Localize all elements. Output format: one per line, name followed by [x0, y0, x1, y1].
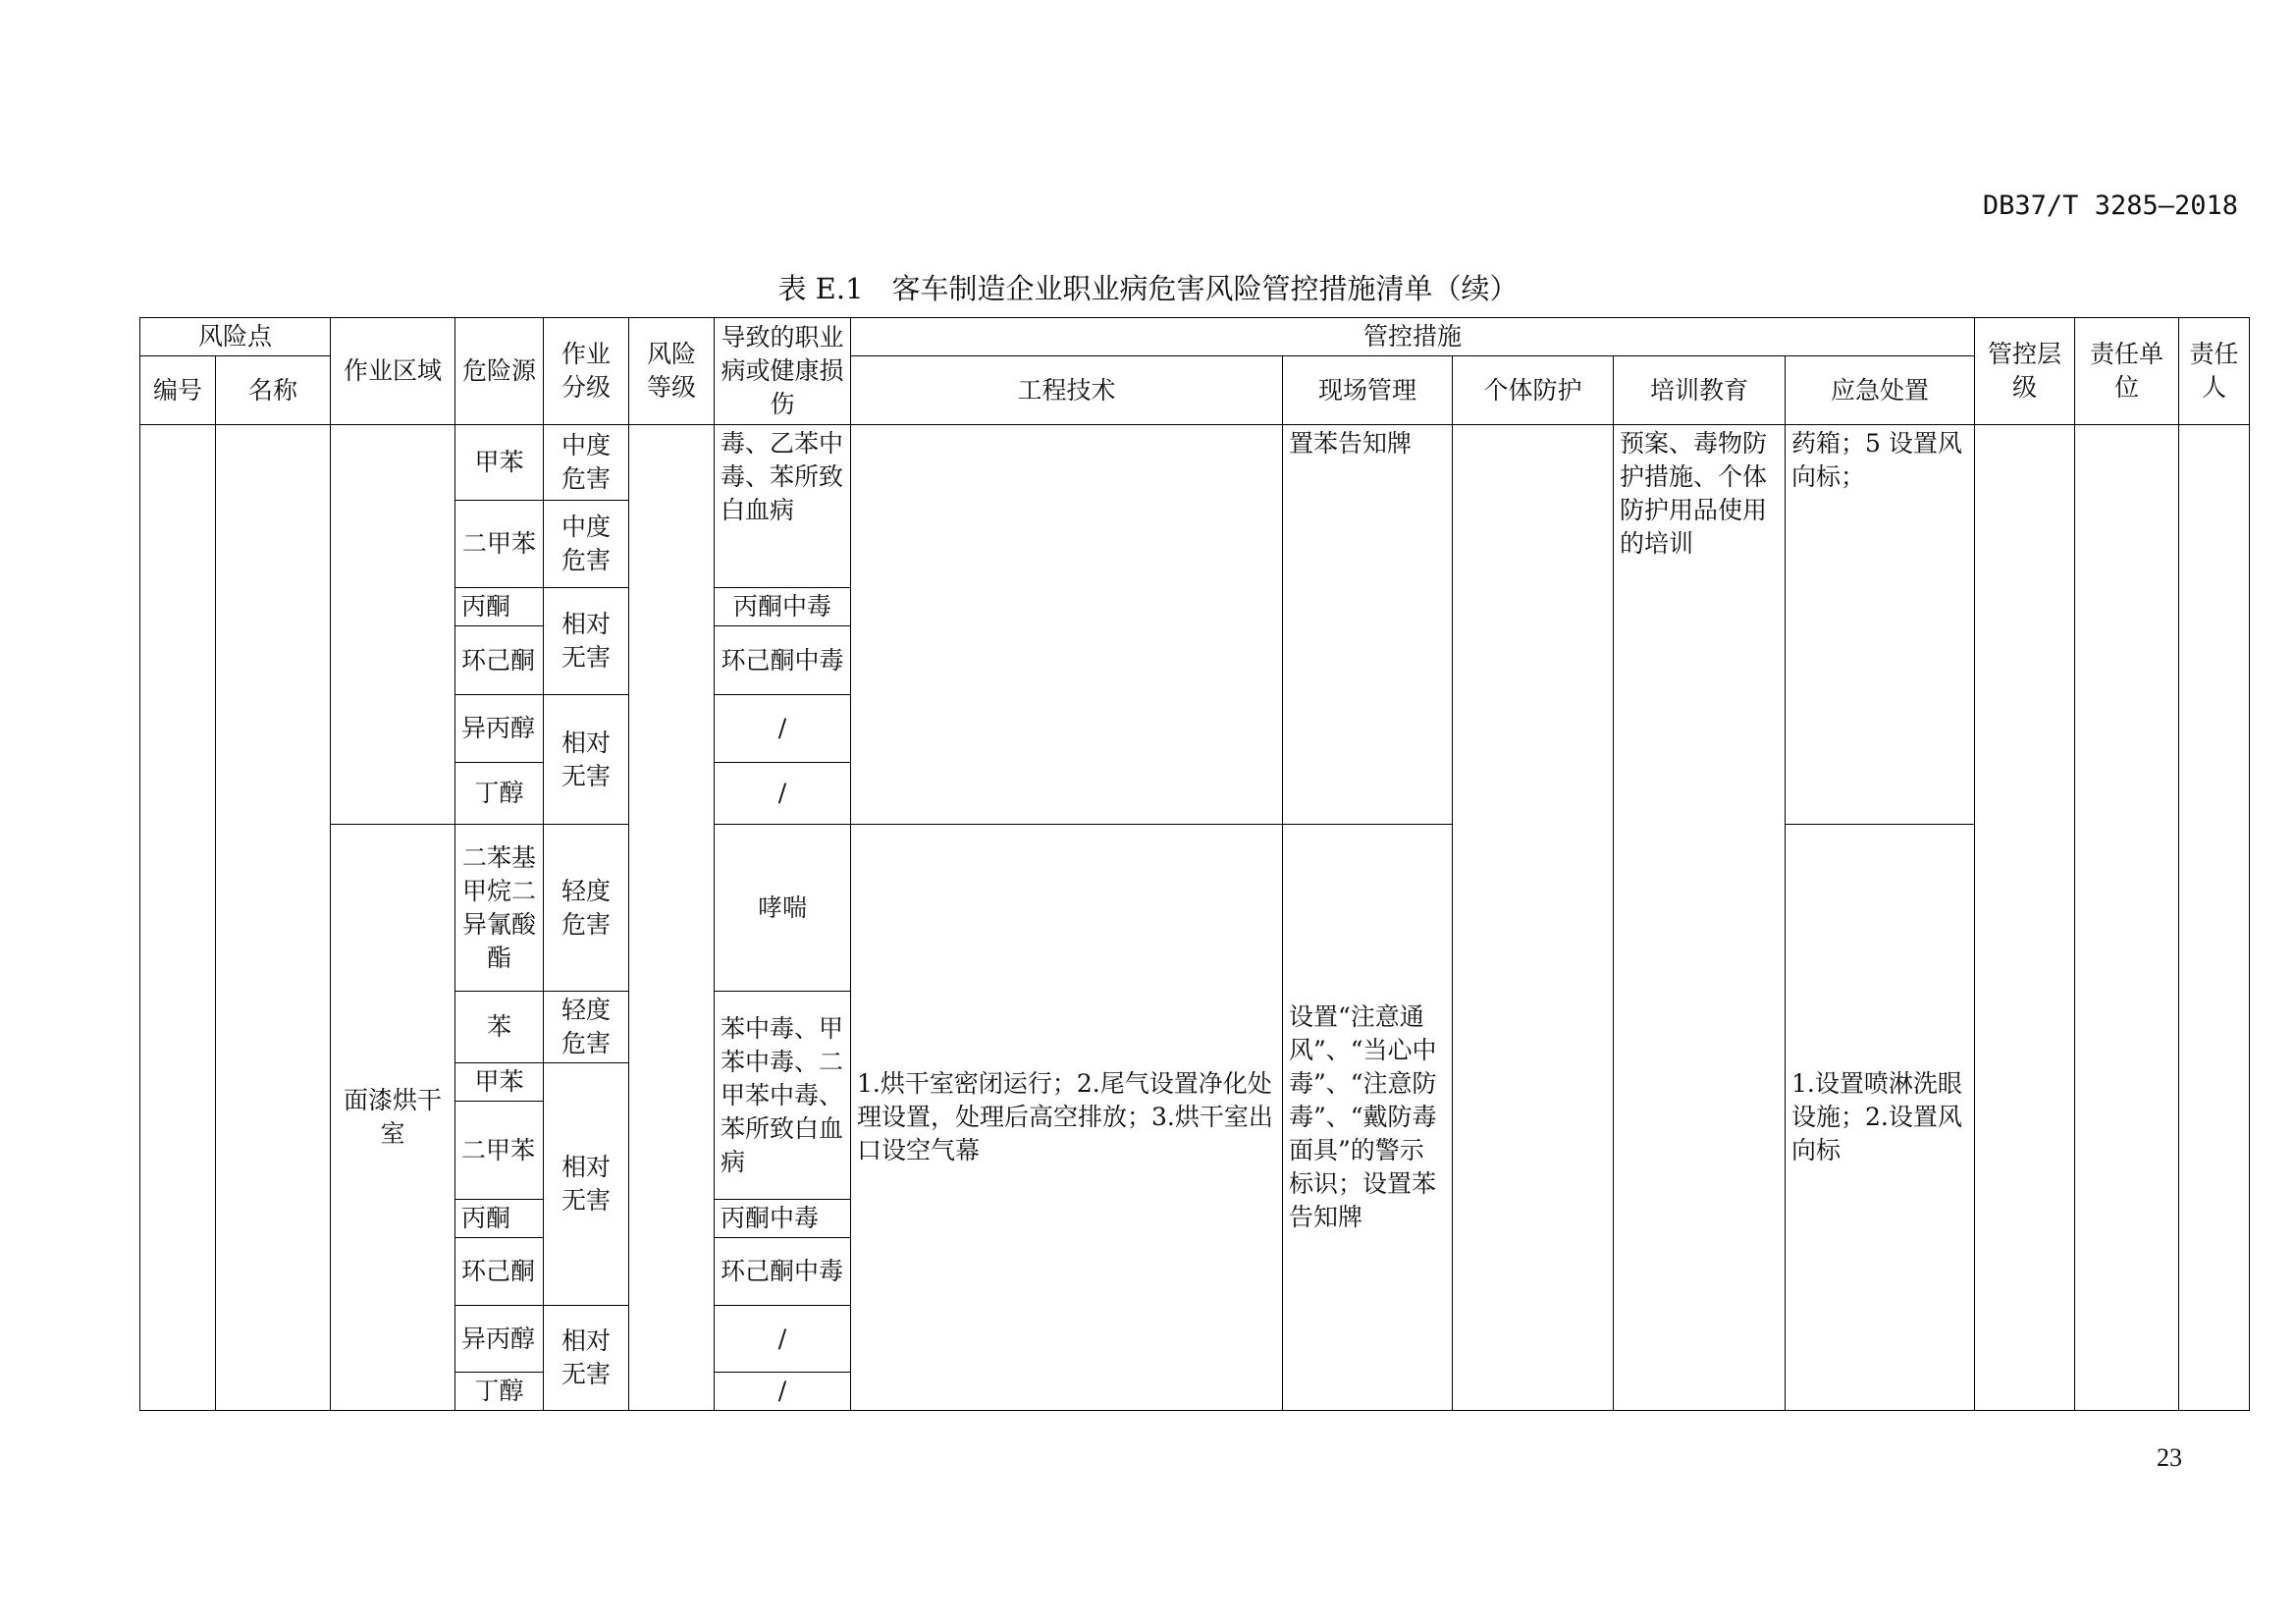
cell-responsible-person: [2179, 425, 2250, 1411]
ppe-cell: [1453, 425, 1614, 1411]
cell-responsible-unit: [2075, 425, 2179, 1411]
header-disease: 导致的职业病或健康损伤: [715, 318, 851, 425]
header-name: 名称: [216, 356, 331, 425]
operation-grade: 轻度危害: [544, 825, 629, 992]
site-management-1: 置苯告知牌: [1283, 425, 1453, 825]
emergency-1: 药箱；5 设置风向标；: [1786, 425, 1975, 825]
header-responsible-person: 责任人: [2179, 318, 2250, 425]
hazard-source: 苯: [455, 992, 544, 1063]
header-training: 培训教育: [1614, 356, 1786, 425]
hazard-source: 异丙醇: [455, 1306, 544, 1373]
header-responsible-unit: 责任单位: [2075, 318, 2179, 425]
operation-grade: 轻度危害: [544, 992, 629, 1063]
operation-grade: 中度危害: [544, 501, 629, 588]
operation-grade: 中度危害: [544, 425, 629, 501]
header-ppe: 个体防护: [1453, 356, 1614, 425]
header-control-level: 管控层级: [1975, 318, 2075, 425]
operation-grade: 相对无害: [544, 588, 629, 695]
hazard-source: 丁醇: [455, 763, 544, 825]
hazard-source: 丙酮: [455, 1200, 544, 1238]
hazard-source: 甲苯: [455, 1063, 544, 1102]
hazard-source: 甲苯: [455, 425, 544, 501]
hazard-source: 环己酮: [455, 1238, 544, 1306]
operation-grade: 相对无害: [544, 1063, 629, 1306]
hazard-source: 二苯基甲烷二异氰酸酯: [455, 825, 544, 992]
disease: 丙酮中毒: [715, 588, 851, 626]
cell-id: [140, 425, 216, 1411]
header-risk-level: 风险等级: [629, 318, 715, 425]
header-area: 作业区域: [331, 318, 455, 425]
header-risk-point: 风险点: [140, 318, 331, 356]
operation-grade: 相对无害: [544, 1306, 629, 1411]
document-code: DB37/T 3285—2018: [1982, 190, 2238, 221]
site-management-2: 设置“注意通风”、“当心中毒”、“注意防毒”、“戴防毒面具”的警示标识；设置苯告知牌: [1283, 825, 1453, 1411]
header-hazard-source: 危险源: [455, 318, 544, 425]
engineering-1: [851, 425, 1283, 825]
cell-area-1: [331, 425, 455, 825]
cell-risk-level: [629, 425, 715, 1411]
table-caption: 表 E.1 客车制造企业职业病危害风险管控措施清单（续）: [777, 272, 1519, 305]
disease: 哮喘: [715, 825, 851, 992]
emergency-2: 1.设置喷淋洗眼设施；2.设置风向标: [1786, 825, 1975, 1411]
header-operation-grade: 作业分级: [544, 318, 629, 425]
disease: 环己酮中毒: [715, 626, 851, 695]
disease: /: [715, 763, 851, 825]
header-id: 编号: [140, 356, 216, 425]
disease-merged-2: 苯中毒、甲苯中毒、二甲苯中毒、苯所致白血病: [715, 992, 851, 1200]
hazard-source: 环己酮: [455, 626, 544, 695]
hazard-source: 二甲苯: [455, 1102, 544, 1200]
disease: /: [715, 1306, 851, 1373]
risk-control-table: [139, 317, 2250, 1411]
engineering-2: 1.烘干室密闭运行；2.尾气设置净化处理设置，处理后高空排放；3.烘干室出口设空气幕: [851, 825, 1283, 1411]
disease: 环己酮中毒: [715, 1238, 851, 1306]
hazard-source: 异丙醇: [455, 695, 544, 763]
page-number: 23: [2157, 1443, 2182, 1472]
training-cell: 预案、毒物防护措施、个体防护用品使用的培训: [1614, 425, 1786, 1411]
disease-merged-1: 毒、乙苯中毒、苯所致白血病: [715, 425, 851, 588]
cell-name: [216, 425, 331, 1411]
disease: /: [715, 1373, 851, 1411]
header-site-management: 现场管理: [1283, 356, 1453, 425]
disease: 丙酮中毒: [715, 1200, 851, 1238]
operation-grade: 相对无害: [544, 695, 629, 825]
hazard-source: 丙酮: [455, 588, 544, 626]
cell-control-level: [1975, 425, 2075, 1411]
header-engineering: 工程技术: [851, 356, 1283, 425]
hazard-source: 二甲苯: [455, 501, 544, 588]
header-emergency: 应急处置: [1786, 356, 1975, 425]
header-controls: 管控措施: [851, 318, 1975, 356]
area-paint-drying-room: 面漆烘干室: [331, 825, 455, 1411]
hazard-source: 丁醇: [455, 1373, 544, 1411]
disease: /: [715, 695, 851, 763]
